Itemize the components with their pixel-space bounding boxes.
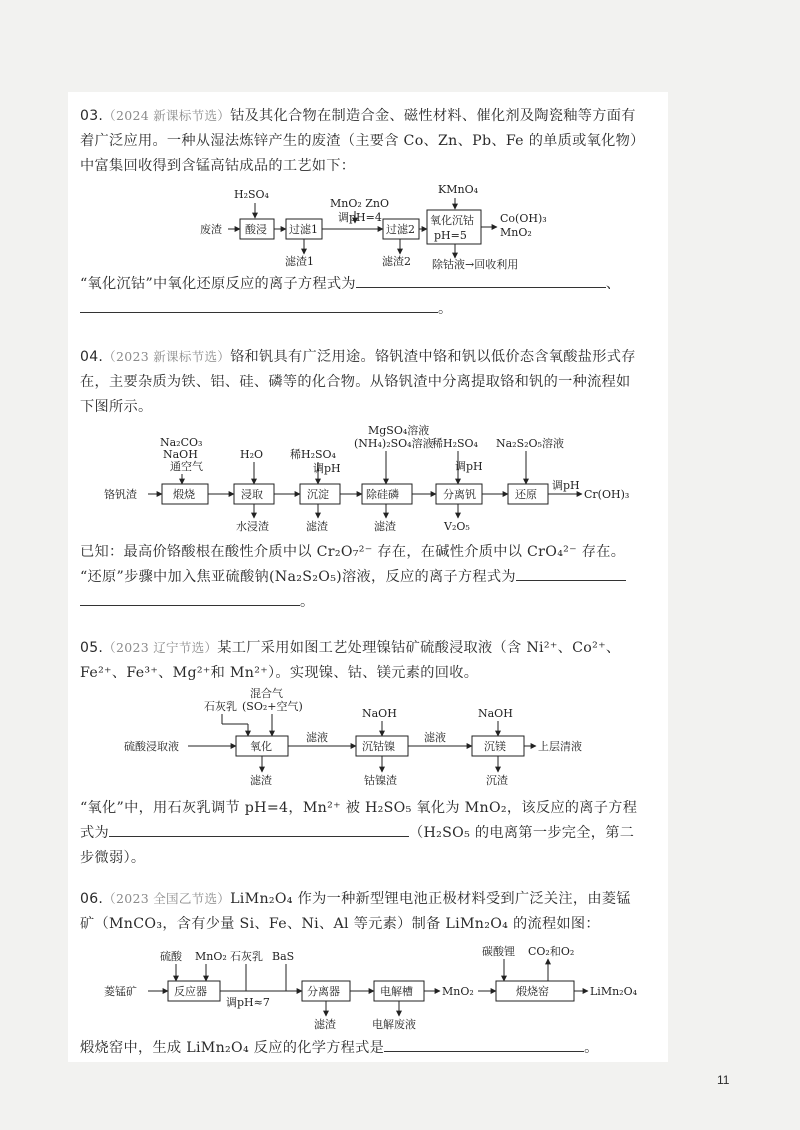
period: 。 <box>584 1040 599 1056</box>
flow-reagent: 稀H₂SO₄ <box>432 437 478 450</box>
question-number: 04. <box>80 349 104 365</box>
answer-blank[interactable] <box>356 273 606 288</box>
flow-box-condition: pH=5 <box>434 229 467 242</box>
flow-product: Co(OH)₃ <box>500 212 547 225</box>
flow-condition: 调pH≈7 <box>226 996 270 1009</box>
answer-blank[interactable] <box>109 822 409 837</box>
flow-mid: 滤液 <box>306 731 328 744</box>
question-text: “氧化”中，用石灰乳调节 pH=4，Mn²⁺ 被 H₂SO₅ 氧化为 MnO₂，该反应的离子方程式为 <box>80 800 638 841</box>
flow-box-label: 沉钴镍 <box>362 740 395 753</box>
flow-start: 铬钒渣 <box>104 488 137 501</box>
flow-reagent: NaOH <box>478 707 513 720</box>
flow-reagent: 碳酸锂 <box>482 945 515 958</box>
flow-box-label: 沉淀 <box>307 488 329 501</box>
flow-output: 水浸渣 <box>236 520 269 533</box>
flow-output: 滤渣 <box>250 774 272 787</box>
question-number: 03. <box>80 108 104 124</box>
flow-start: 菱锰矿 <box>104 985 137 998</box>
flow-reagent: MnO₂ ZnO <box>330 197 390 210</box>
flow-condition: 调pH=4 <box>338 211 382 224</box>
flow-product: MnO₂ <box>500 226 532 239</box>
flow-reagent: MnO₂ <box>195 950 227 963</box>
flow-product: LiMn₂O₄ <box>590 985 638 998</box>
question-intro: 钴及其化合物在制造合金、磁性材料、催化剂及陶瓷釉等方面有着广泛应用。一种从湿法炼锌产生的废渣（主要含 Co、Zn、Pb、Fe 的单质或氧化物）中富集回收得到含锰高钴成品的工艺如下： <box>80 108 638 174</box>
known-condition: 已知：最高价铬酸根在酸性介质中以 Cr₂O₇²⁻ 存在，在碱性介质中以 CrO₄²⁻ 存在。 <box>80 544 626 560</box>
question-source: （2023 辽宁节选） <box>103 640 218 655</box>
question-source: （2023 新课标节选） <box>103 349 231 364</box>
flow-box-label: 过滤1 <box>289 223 318 236</box>
flow-box-label: 反应器 <box>174 985 207 998</box>
flow-reagent: 石灰乳 <box>204 700 237 713</box>
separator: 、 <box>605 276 621 292</box>
question-06-prompt <box>80 1036 642 1061</box>
flow-reagent: NaOH <box>362 707 397 720</box>
flow-box-label: 还原 <box>515 488 537 501</box>
flow-product: Cr(OH)₃ <box>584 488 630 501</box>
flow-output: 沉渣 <box>486 774 508 787</box>
flow-reagent: H₂SO₄ <box>234 188 269 201</box>
flow-reagent: KMnO₄ <box>438 183 478 196</box>
question-intro: 铬和钒具有广泛用途。铬钒渣中铬和钒以低价态含氧酸盐形式存在，主要杂质为铁、铝、硅、磷等的化合物。从铬钒渣中分离提取铬和钒的一种流程如下图所示。 <box>80 349 636 415</box>
flow-output: 电解废液 <box>372 1018 416 1031</box>
question-04 <box>80 344 642 420</box>
flow-box-label: 沉镁 <box>484 740 506 753</box>
question-text: 煅烧窑中，生成 LiMn₂O₄ 反应的化学方程式是 <box>80 1040 385 1056</box>
flow-reagent: 石灰乳 <box>230 950 263 963</box>
flow-box-label: 氧化 <box>250 740 272 753</box>
flow-reagent: H₂O <box>240 448 264 461</box>
flow-reagent: (SO₂+空气) <box>242 700 303 713</box>
period: 。 <box>300 594 315 610</box>
answer-blank[interactable] <box>384 1037 584 1052</box>
flow-mid: 滤液 <box>424 731 446 744</box>
flow-box-label: 分离钒 <box>443 488 476 501</box>
flow-reagent: 稀H₂SO₄ <box>290 448 336 461</box>
flow-condition: 调pH <box>455 460 483 473</box>
answer-blank[interactable] <box>80 298 438 313</box>
question-intro: 某工厂采用如图工艺处理镍钴矿硫酸浸取液（含 Ni²⁺、Co²⁺、Fe²⁺、Fe³⁺、Mg²⁺和 Mn²⁺）。实现镍、钴、镁元素的回收。 <box>80 640 621 681</box>
period: 。 <box>438 301 453 317</box>
flow-box-label: 电解槽 <box>380 985 413 998</box>
flow-output: 钴镍渣 <box>364 774 397 787</box>
flow-condition: 调pH <box>313 462 341 475</box>
question-intro: LiMn₂O₄ 作为一种新型锂电池正极材料受到广泛关注，由菱锰矿（MnCO₃，含有少量 Si、Fe、Ni、Al 等元素）制备 LiMn₂O₄ 的流程如图： <box>80 891 631 932</box>
question-06 <box>80 886 642 937</box>
flow-start: 废渣 <box>200 223 222 236</box>
flow-reagent: Na₂S₂O₅溶液 <box>496 437 564 450</box>
flow-reagent: (NH₄)₂SO₄溶液 <box>354 437 434 450</box>
flow-box-label: 酸浸 <box>245 223 267 236</box>
question-04-prompt <box>80 540 642 615</box>
question-number: 05. <box>80 640 104 656</box>
question-05 <box>80 635 642 686</box>
flow-box-label: 除硅磷 <box>366 488 399 501</box>
flow-output: V₂O₅ <box>444 520 470 533</box>
flow-reagent: Na₂CO₃ <box>160 436 203 449</box>
flow-reagent: 硫酸 <box>160 950 182 963</box>
question-note: （H₂SO₅ 的电离第一步完全，第二步微弱）。 <box>80 825 635 866</box>
flow-mid: MnO₂ <box>442 985 474 998</box>
flow-output: 滤渣 <box>314 1018 336 1031</box>
flow-output: 除钴液→回收利用 <box>432 258 519 271</box>
flow-condition: 调pH <box>552 479 580 492</box>
flow-box-label: 分离器 <box>307 985 340 998</box>
question-text: “还原”步骤中加入焦亚硫酸钠(Na₂S₂O₅)溶液，反应的离子方程式为 <box>80 569 516 585</box>
flow-reagent: BaS <box>272 950 295 963</box>
question-source: （2024 新课标节选） <box>103 108 231 123</box>
question-source: （2023 全国乙节选） <box>103 891 231 906</box>
flow-output: 滤渣1 <box>285 255 314 268</box>
flow-output: 滤渣 <box>374 520 396 533</box>
flow-box-label: 煅烧窑 <box>516 985 549 998</box>
question-05-prompt <box>80 796 642 871</box>
flow-product: 上层清液 <box>538 740 582 753</box>
answer-blank[interactable] <box>80 591 300 606</box>
flow-reagent: NaOH <box>163 448 198 461</box>
flow-reagent: CO₂和O₂ <box>528 945 575 958</box>
question-03-prompt <box>80 272 642 322</box>
page-number: 11 <box>717 1073 730 1087</box>
flow-box-label: 煅烧 <box>173 488 195 501</box>
answer-blank[interactable] <box>516 566 626 581</box>
question-number: 06. <box>80 891 104 907</box>
flow-box-label: 浸取 <box>241 488 263 501</box>
flow-reagent: 混合气 <box>250 687 283 700</box>
flow-box-label: 过滤2 <box>386 223 415 236</box>
flow-reagent: MgSO₄溶液 <box>368 424 430 437</box>
question-text: “氧化沉钴”中氧化还原反应的离子方程式为 <box>80 276 356 292</box>
flow-output: 滤渣 <box>306 520 328 533</box>
flow-start: 硫酸浸取液 <box>124 740 179 753</box>
flow-box-label: 氧化沉钴 <box>430 214 474 227</box>
flow-output: 滤渣2 <box>382 255 411 268</box>
flow-reagent: 通空气 <box>170 460 203 473</box>
